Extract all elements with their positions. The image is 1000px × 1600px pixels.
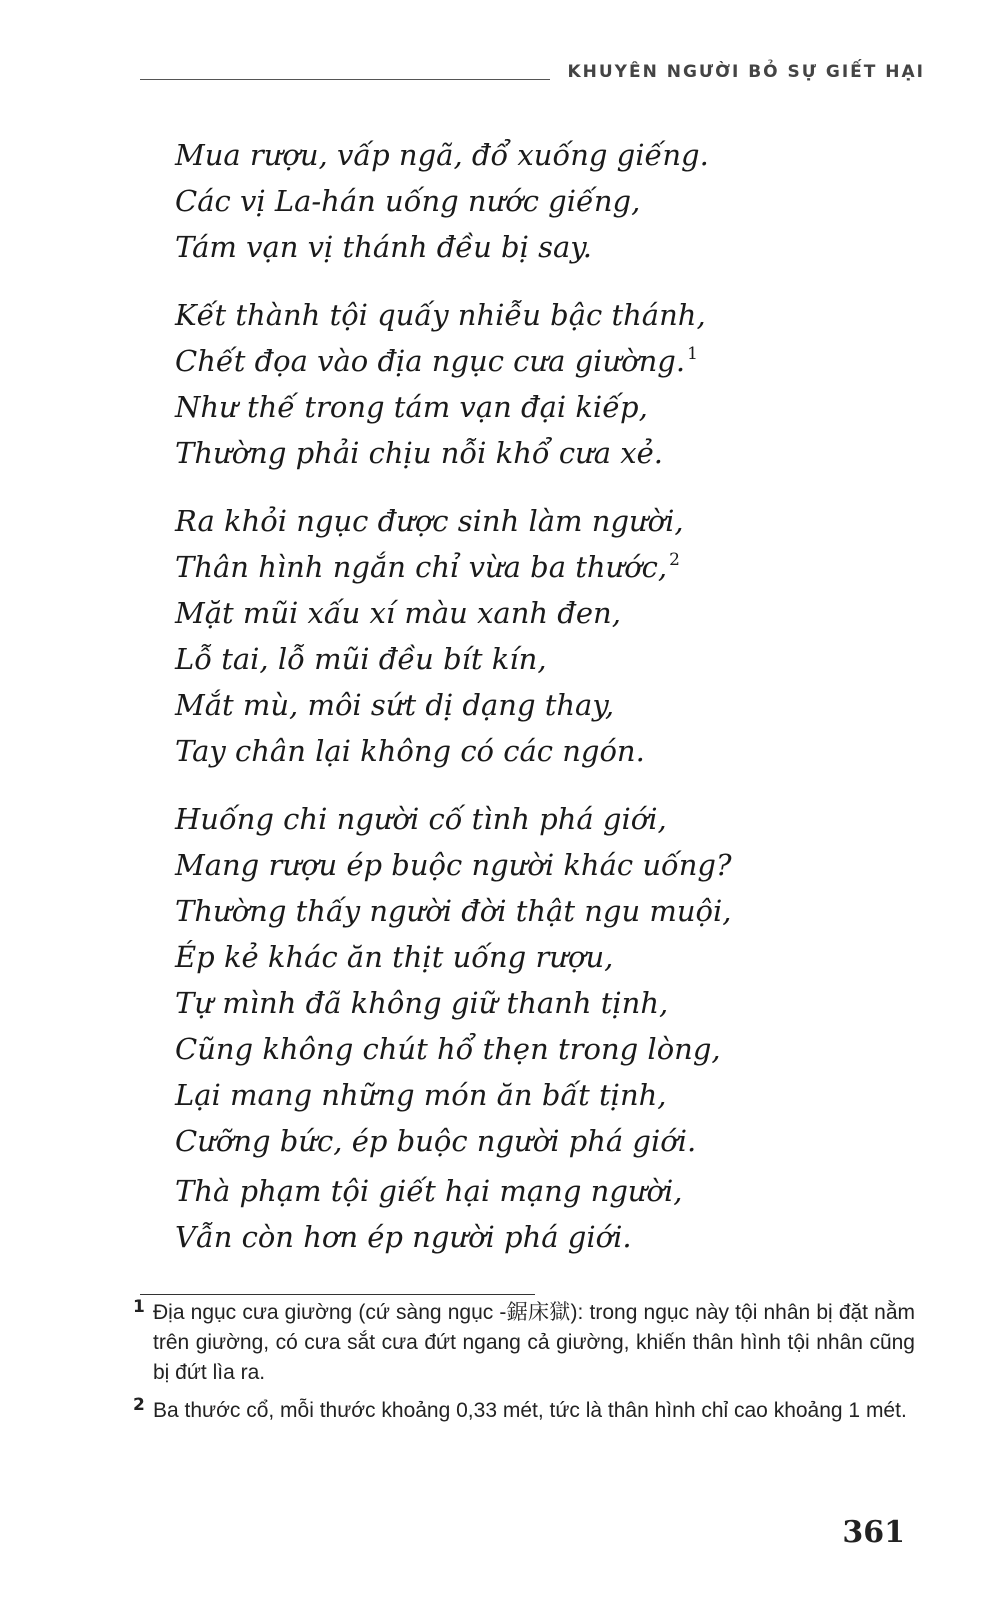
verse-line: Lại mang những món ăn bất tịnh, [175, 1078, 667, 1112]
verse-line: Các vị La-hán uống nước giếng, [175, 184, 641, 218]
verse-line: Như thế trong tám vạn đại kiếp, [175, 390, 648, 424]
verse-line-with-note [175, 544, 895, 590]
verse-line: Cưỡng bức, ép buộc người phá giới. [175, 1124, 697, 1158]
footnote-ref-2[interactable]: 2 [669, 550, 680, 570]
verse-line: Ép kẻ khác ăn thịt uống rượu, [175, 940, 614, 974]
verse-line: Thường thấy người đời thật ngu muội, [175, 894, 732, 928]
running-title: KHUYÊN NGƯỜI BỎ SỰ GIẾT HẠI [567, 62, 925, 82]
poem [175, 132, 895, 1282]
footnote-2 [133, 1396, 915, 1426]
stanza-2 [175, 292, 895, 476]
footnote-text: Ba thước cổ, mỗi thước khoảng 0,33 mét, tức là thân hình chỉ cao khoảng 1 mét. [153, 1399, 907, 1422]
stanza-5 [175, 1168, 895, 1260]
verse-line: Thường phải chịu nỗi khổ cưa xẻ. [175, 436, 664, 470]
footnote-marker: 1 [133, 1297, 145, 1317]
verse-line: Cũng không chút hổ thẹn trong lòng, [175, 1032, 721, 1066]
verse-line: Ra khỏi ngục được sinh làm người, [175, 504, 684, 538]
verse-text: Thân hình ngắn chỉ vừa ba thước, [175, 550, 668, 584]
footnote-text: Địa ngục cưa giường (cứ sàng ngục -鋸床獄): trong ngục này tội nhân bị đặt nằm trên giường, có cưa sắt cưa đứt ngang cả giường, khiến thân hình tội nhân cũng bị đứt lìa ra. [153, 1301, 915, 1384]
verse-line: Tự mình đã không giữ thanh tịnh, [175, 986, 669, 1020]
verse-text: Chết đọa vào địa ngục cưa giường. [175, 344, 686, 378]
footnote-ref-1[interactable]: 1 [687, 344, 698, 364]
footnote-marker: 2 [133, 1395, 145, 1415]
footnotes [133, 1298, 915, 1434]
verse-line: Tám vạn vị thánh đều bị say. [175, 230, 593, 264]
stanza-1 [175, 132, 895, 270]
stanza-3 [175, 498, 895, 774]
header-rule [140, 79, 550, 80]
verse-line: Vẫn còn hơn ép người phá giới. [175, 1220, 632, 1254]
verse-line: Tay chân lại không có các ngón. [175, 734, 645, 768]
verse-line: Kết thành tội quấy nhiễu bậc thánh, [175, 298, 706, 332]
verse-line: Mặt mũi xấu xí màu xanh đen, [175, 596, 621, 630]
verse-line: Lỗ tai, lỗ mũi đều bít kín, [175, 642, 547, 676]
verse-line: Mắt mù, môi sứt dị dạng thay, [175, 688, 615, 722]
verse-line: Mang rượu ép buộc người khác uống? [175, 848, 732, 882]
verse-line-with-note [175, 338, 895, 384]
footnote-separator [140, 1294, 535, 1295]
verse-line: Mua rượu, vấp ngã, đổ xuống giếng. [175, 138, 709, 172]
footnote-1 [133, 1298, 915, 1388]
page-number: 361 [842, 1515, 905, 1550]
verse-line: Huống chi người cố tình phá giới, [175, 802, 667, 836]
verse-line: Thà phạm tội giết hại mạng người, [175, 1174, 683, 1208]
stanza-4 [175, 796, 895, 1164]
